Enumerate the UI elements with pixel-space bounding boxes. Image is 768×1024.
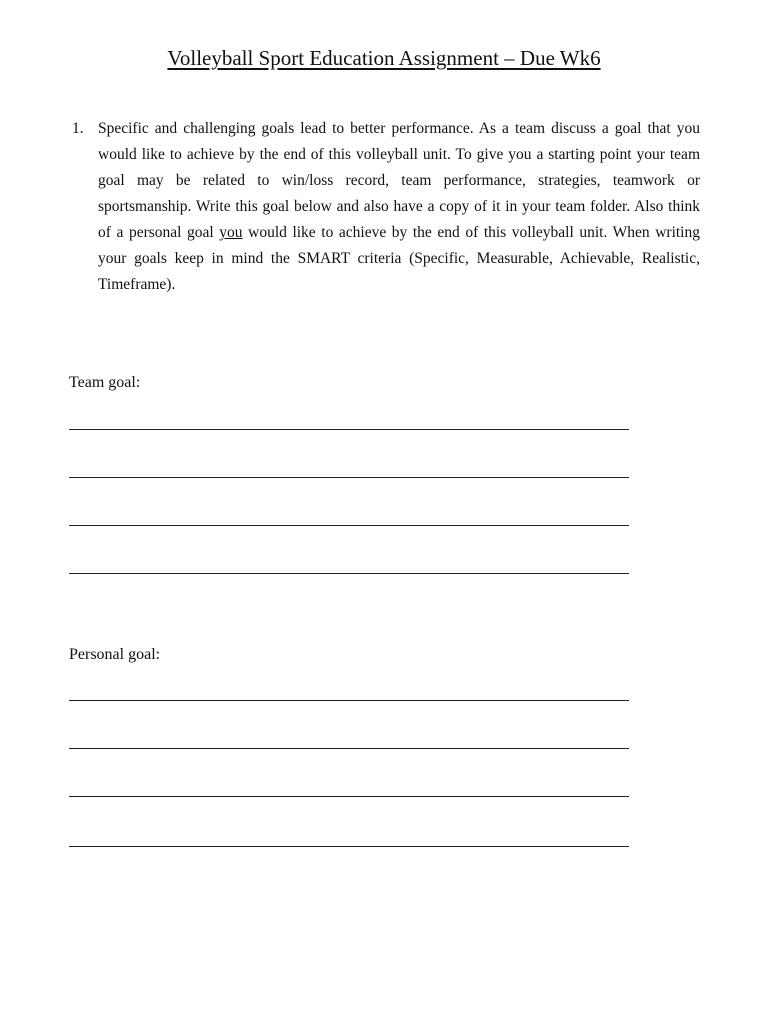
personal-goal-line-1[interactable] — [69, 700, 629, 701]
question-text-part2: would like to achieve by the end of this volleyball unit. When writing your goals keep in mind the SMART criteria (Specific, Measurable, Achievable, Realistic, Timeframe). — [98, 224, 700, 293]
team-goal-line-2[interactable] — [69, 477, 629, 478]
personal-goal-line-3[interactable] — [69, 796, 629, 797]
personal-goal-line-2[interactable] — [69, 748, 629, 749]
question-1 — [72, 116, 700, 298]
question-text — [98, 116, 700, 298]
question-number: 1. — [72, 120, 84, 137]
team-goal-label: Team goal: — [69, 374, 141, 391]
question-text-part1: Specific and challenging goals lead to better performance. As a team discuss a goal that you would like to achieve by the end of this volleyball unit. To give you a starting point your team goal may be related to win/loss record, team performance, strategies, teamwork or sportsmanship. Write this goal below and also have a copy of it in your team folder. Also think of a personal goal — [98, 120, 700, 241]
personal-goal-label: Personal goal: — [69, 646, 161, 663]
question-emphasis-you: you — [219, 224, 243, 241]
page-title: Volleyball Sport Education Assignment – Due Wk6 — [167, 46, 601, 70]
team-goal-line-1[interactable] — [69, 429, 629, 430]
team-goal-line-4[interactable] — [69, 573, 629, 574]
personal-goal-line-4[interactable] — [69, 846, 629, 847]
team-goal-line-3[interactable] — [69, 525, 629, 526]
